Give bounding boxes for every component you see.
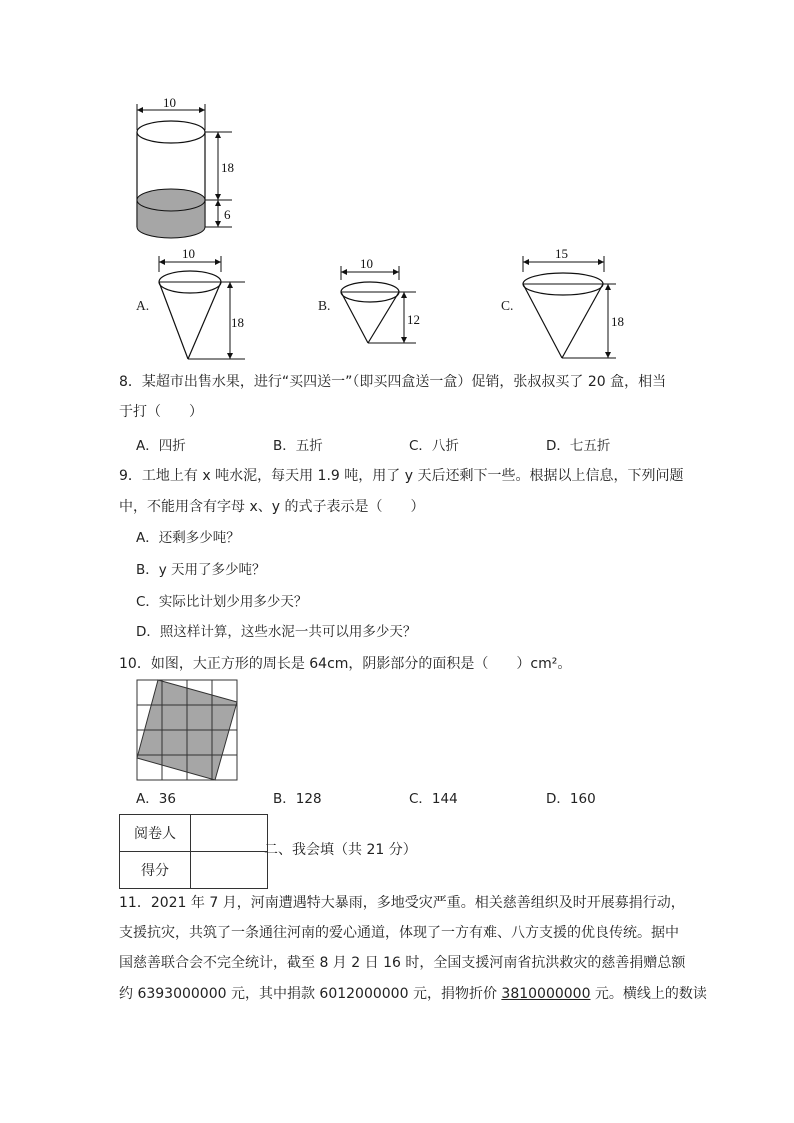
q9-option-a: A．还剩多少吨？ <box>136 530 240 546</box>
option-b-label: B. <box>318 298 331 313</box>
q10-option-b: B．128 <box>273 791 322 807</box>
square-grid-figure <box>136 679 240 783</box>
score-label: 得分 <box>120 852 191 889</box>
q10-line-1: 10．如图，大正方形的周长是 64cm，阴影部分的面积是（ ）cm²。 <box>119 656 572 672</box>
cone-option-a <box>152 244 252 364</box>
score-cell[interactable] <box>191 852 268 889</box>
q11-line-1: 11．2021 年 7 月，河南遭遇特大暴雨，多地受灾严重。相关慈善组织及时开展募捐行动， <box>119 895 685 911</box>
q8-line-2: 于打（ ） <box>119 404 203 420</box>
q8-option-a: A．四折 <box>136 438 186 454</box>
q10-option-d: D．160 <box>546 791 596 807</box>
q11-line-4-end: 元。横线上的数读 <box>590 986 707 1002</box>
cylinder-height-label: 18 <box>221 160 234 175</box>
option-c-height: 18 <box>611 314 624 329</box>
option-a-height: 18 <box>231 315 244 330</box>
q8-option-d: D．七五折 <box>546 438 611 454</box>
reviewer-label: 阅卷人 <box>120 815 191 852</box>
cylinder-water-label: 6 <box>224 207 231 222</box>
option-b-height: 12 <box>407 312 420 327</box>
option-c-diameter: 15 <box>555 246 568 261</box>
q11-line-3: 国慈善联合会不完全统计，截至 8 月 2 日 16 时，全国支援河南省抗洪救灾的慈善捐赠总额 <box>119 955 686 971</box>
q8-line-1: 8．某超市出售水果，进行“买四送一”（即买四盒送一盒）促销，张叔叔买了 20 盒，相当 <box>119 374 667 390</box>
q9-line-2: 中，不能用含有字母 x、y 的式子表示是（ ） <box>119 499 425 515</box>
q8-option-c: C．八折 <box>409 438 459 454</box>
q9-option-b: B．y 天用了多少吨？ <box>136 562 266 578</box>
cylinder-diameter-label: 10 <box>163 95 176 110</box>
q11-underlined-number: 3810000000 <box>501 986 591 1002</box>
q10-option-c: C．144 <box>409 791 458 807</box>
option-c-label: C. <box>501 298 514 313</box>
option-b-diameter: 10 <box>360 256 373 271</box>
q10-option-a: A．36 <box>136 791 176 807</box>
q8-option-b: B．五折 <box>273 438 323 454</box>
q11-line-4-start: 约 6393000000 元，其中捐款 6012000000 元，捐物折价 <box>119 986 502 1002</box>
reviewer-cell[interactable] <box>191 815 268 852</box>
q11-line-4 <box>119 984 707 1004</box>
cylinder-figure <box>120 92 260 242</box>
cone-option-b <box>334 256 434 351</box>
q11-line-2: 支援抗灾，共筑了一条通往河南的爱心通道，体现了一方有难、八方支援的优良传统。据中 <box>119 925 679 941</box>
q9-line-1: 9．工地上有 x 吨水泥，每天用 1.9 吨，用了 y 天后还剩下一些。根据以上信息，下列问题 <box>119 468 684 484</box>
score-table <box>119 814 268 889</box>
option-a-diameter: 10 <box>182 246 195 261</box>
section-2-title: 二、我会填（共 21 分） <box>264 842 417 858</box>
q9-option-c: C．实际比计划少用多少天？ <box>136 594 308 610</box>
cone-option-c <box>518 244 633 364</box>
option-a-label: A. <box>136 298 150 313</box>
q9-option-d: D．照这样计算，这些水泥一共可以用多少天？ <box>136 624 417 640</box>
